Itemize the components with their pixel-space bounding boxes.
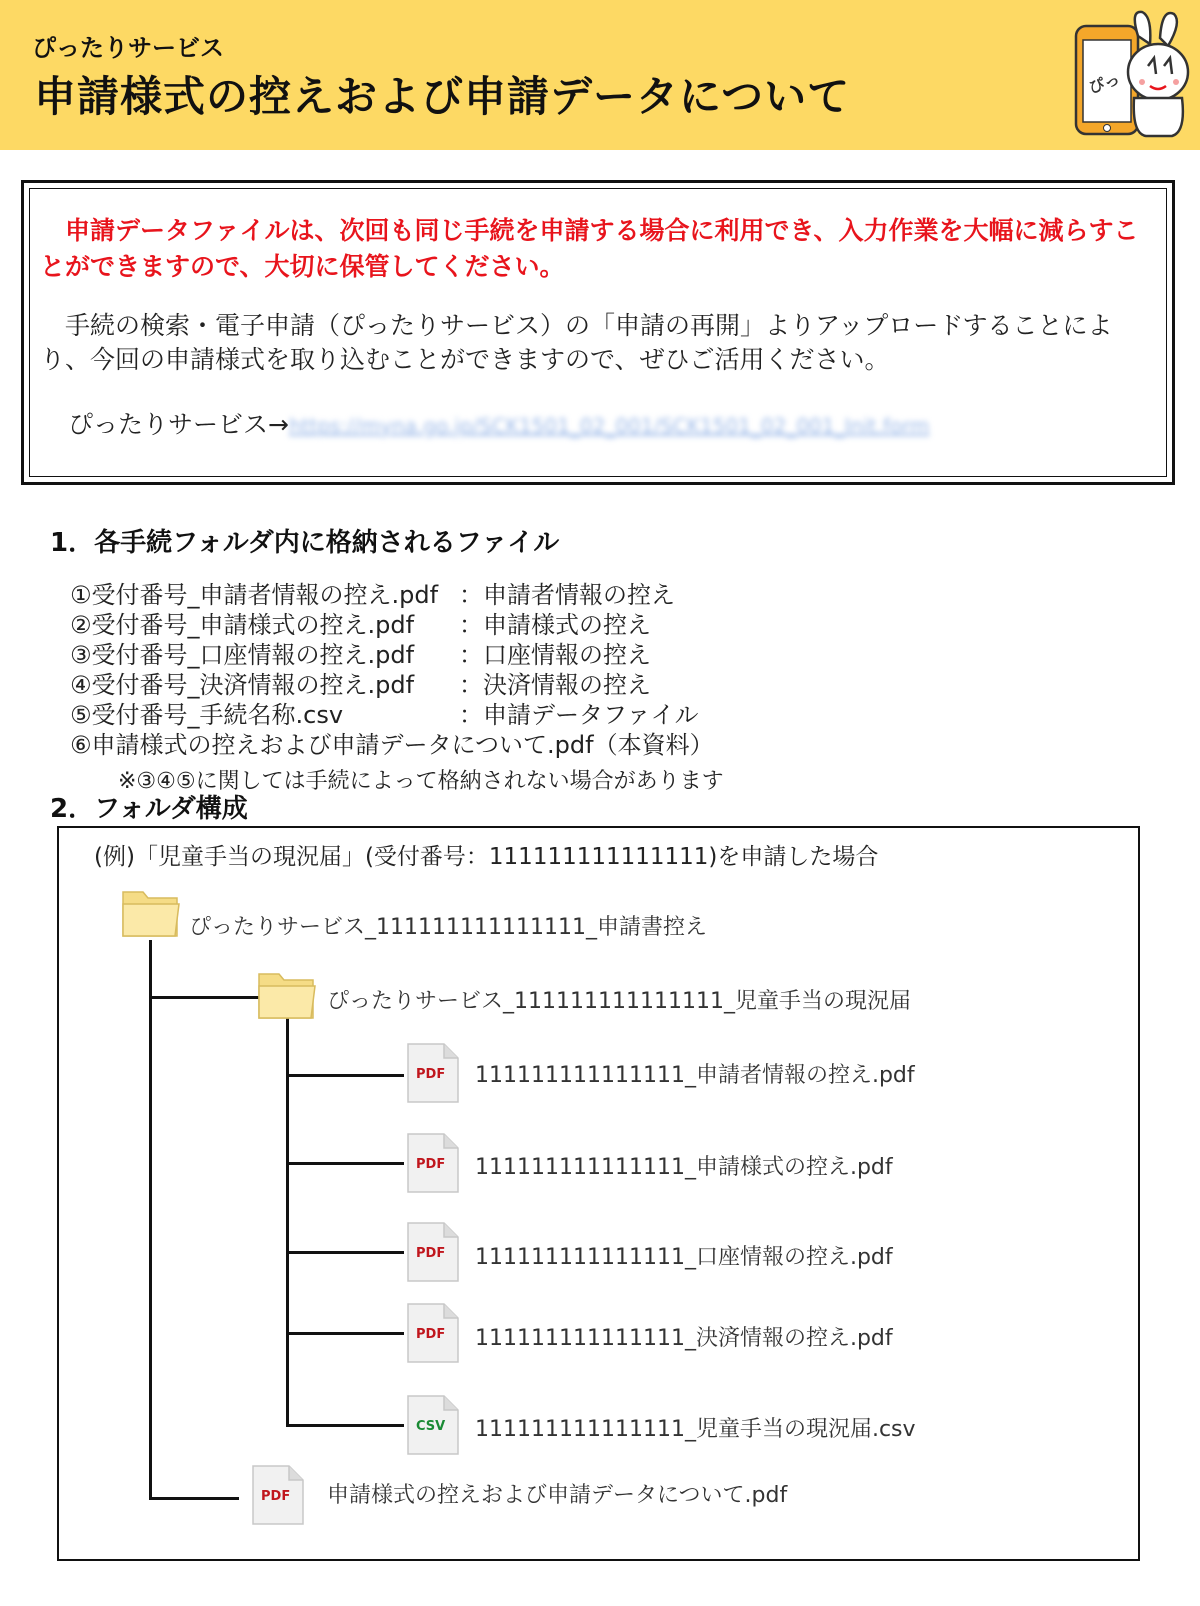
file-item-desc: ：申請様式の控え — [459, 611, 651, 639]
file-item-desc: ：申請者情報の控え — [459, 581, 675, 609]
tree-line-root-file — [149, 1497, 239, 1500]
file-item-name: ②受付番号_申請様式の控え.pdf — [70, 611, 415, 639]
file-list — [70, 580, 714, 760]
tree-line-file-3 — [286, 1251, 404, 1254]
pdf-file-icon — [406, 1042, 460, 1104]
folder-icon — [257, 968, 317, 1022]
tree-line-file-2 — [286, 1162, 404, 1165]
storage-note: ※③④⑤に関しては手続によって格納されない場合があります — [118, 769, 724, 794]
svg-text:PDF: PDF — [416, 1157, 446, 1172]
file-name: 111111111111111_申請様式の控え.pdf — [475, 1155, 893, 1180]
file-item-name: ⑤受付番号_手続名称.csv — [70, 701, 344, 729]
tree-line-root-vertical — [149, 940, 152, 1500]
list-item — [70, 580, 714, 610]
file-name: 111111111111111_決済情報の控え.pdf — [475, 1326, 893, 1351]
file-name: 111111111111111_児童手当の現況届.csv — [475, 1417, 916, 1442]
root-file-name: 申請様式の控えおよび申請データについて.pdf — [327, 1483, 788, 1508]
list-item — [70, 730, 714, 760]
service-link-label: ぴったりサービス→ — [68, 410, 289, 439]
svg-text:PDF: PDF — [416, 1067, 446, 1082]
csv-file-icon — [406, 1394, 460, 1456]
list-item — [70, 700, 714, 730]
header-subtitle: ぴったりサービス — [32, 34, 224, 62]
file-item-desc: ：申請データファイル — [459, 701, 699, 729]
pdf-file-icon — [251, 1464, 305, 1526]
tree-line-file-4 — [286, 1332, 404, 1335]
root-folder-name: ぴったりサービス_111111111111111_申請書控え — [189, 915, 707, 940]
mascot-phone-rabbit-icon — [1068, 6, 1196, 144]
tree-line-file-5 — [286, 1424, 404, 1427]
file-item-name: ④受付番号_決済情報の控え.pdf — [70, 671, 415, 699]
service-link-row — [68, 405, 929, 441]
svg-text:PDF: PDF — [416, 1246, 446, 1261]
example-caption: (例)「児童手当の現況届」(受付番号：111111111111111)を申請した場合 — [94, 844, 879, 870]
svg-text:PDF: PDF — [416, 1327, 446, 1342]
file-name: 111111111111111_申請者情報の控え.pdf — [475, 1063, 915, 1088]
section1-title: 1．各手続フォルダ内に格納されるファイル — [50, 528, 560, 558]
tree-line-file-1 — [286, 1074, 404, 1077]
page-title: 申請様式の控えおよび申請データについて — [34, 72, 851, 121]
pdf-file-icon — [406, 1221, 460, 1283]
pdf-file-icon — [406, 1132, 460, 1194]
folder-icon — [121, 886, 181, 940]
file-name: 111111111111111_口座情報の控え.pdf — [475, 1245, 893, 1270]
notice-box — [21, 180, 1175, 485]
folder-diagram — [57, 826, 1140, 1561]
file-item-name: ⑥申請様式の控えおよび申請データについて.pdf（本資料） — [70, 731, 714, 759]
section2-title: 2．フォルダ構成 — [50, 794, 248, 824]
info-text: 手続の検索・電子申請（ぴったりサービス）の「申請の再開」よりアップロードすることにより、今回の申請様式を取り込むことができますので、ぜひご活用ください。 — [40, 311, 1113, 374]
warning-text: 申請データファイルは、次回も同じ手続を申請する場合に利用でき、入力作業を大幅に減らすことができますので、大切に保管してください。 — [40, 216, 1139, 281]
pdf-file-icon — [406, 1302, 460, 1364]
file-item-name: ③受付番号_口座情報の控え.pdf — [70, 641, 415, 669]
sub-folder-name: ぴったりサービス_111111111111111_児童手当の現況届 — [327, 989, 911, 1014]
list-item — [70, 640, 714, 670]
mascot-text: ぴっ — [1086, 69, 1123, 98]
tree-line-sub-folder — [149, 996, 259, 999]
service-link-url[interactable]: https://myna.go.jp/SCK1501_02_001/SCK1501_02_001_Init.form — [288, 414, 930, 438]
list-item — [70, 670, 714, 700]
svg-text:PDF: PDF — [261, 1489, 291, 1504]
list-item — [70, 610, 714, 640]
file-item-name: ①受付番号_申請者情報の控え.pdf — [70, 581, 439, 609]
svg-text:CSV: CSV — [416, 1419, 446, 1434]
file-item-desc: ：口座情報の控え — [459, 641, 651, 669]
header-banner — [0, 0, 1200, 150]
file-item-desc: ：決済情報の控え — [459, 671, 651, 699]
